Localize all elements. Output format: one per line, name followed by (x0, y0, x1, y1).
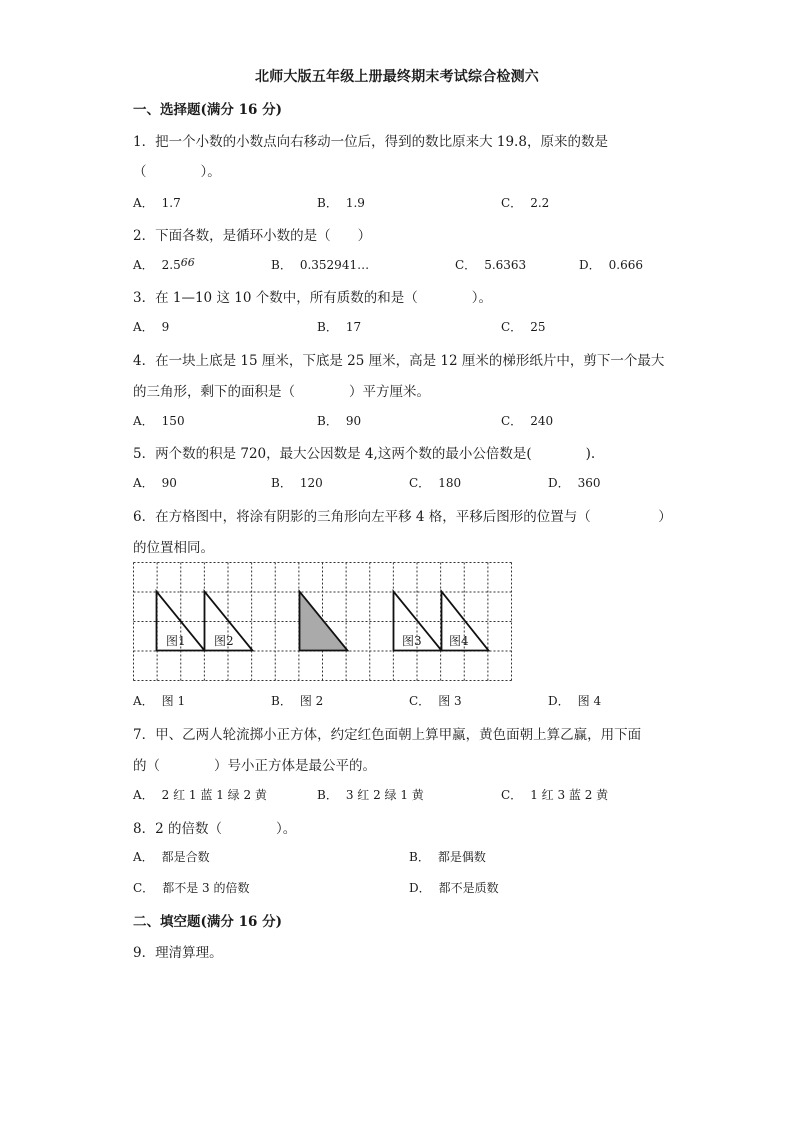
question-4-option-c: C． 240 (501, 414, 554, 428)
question-8-option-a: A． 都是合数 (133, 850, 210, 864)
triangle-shaded (300, 592, 348, 651)
question-8-text: 8．2 的倍数（ ）。 (133, 821, 297, 837)
question-5-option-d: D． 360 (548, 476, 601, 490)
question-8-option-d: D． 都不是质数 (409, 881, 499, 895)
section-heading-fill: 二、填空题(满分 16 分) (133, 914, 282, 930)
figure-label-1: 图1 (166, 634, 186, 648)
question-1-option-b: B． 1.9 (317, 196, 365, 210)
question-7-option-c: C． 1 红 3 蓝 2 黄 (501, 788, 609, 802)
question-3-option-a: A． 9 (133, 320, 170, 334)
question-7-text-2: 的（ ）号小正方体是最公平的。 (133, 758, 376, 774)
question-8-option-c: C． 都不是 3 的倍数 (133, 881, 250, 895)
question-2-option-d: D． 0.666 (579, 258, 643, 272)
figure-label-2: 图2 (214, 634, 234, 648)
question-2-option-c: C． 5.6363 (455, 258, 527, 272)
question-7-option-b: B． 3 红 2 绿 1 黄 (317, 788, 424, 802)
question-6-option-c: C． 图 3 (409, 694, 462, 708)
question-1-text: 1．把一个小数的小数点向右移动一位后，得到的数比原来大 19.8，原来的数是 (133, 134, 608, 150)
question-6-option-b: B． 图 2 (271, 694, 324, 708)
question-9-text: 9．理清算理。 (133, 945, 223, 961)
question-8-option-b: B． 都是偶数 (409, 850, 486, 864)
grid-figure-svg (132, 561, 514, 683)
page-title: 北师大版五年级上册最终期末考试综合检测六 (255, 69, 539, 85)
figure-label-4: 图4 (449, 634, 469, 648)
question-4-text-2: 的三角形，剩下的面积是（ ）平方厘米。 (133, 384, 430, 400)
section-heading-choice: 一、选择题(满分 16 分) (133, 102, 282, 118)
question-5-text: 5．两个数的积是 720，最大公因数是 4,这两个数的最小公倍数是( ). (133, 446, 596, 462)
question-3-option-c: C． 25 (501, 320, 546, 334)
question-1-option-c: C． 2.2 (501, 196, 550, 210)
question-7-option-a: A． 2 红 1 蓝 1 绿 2 黄 (133, 788, 267, 802)
question-6-text: 6．在方格图中，将涂有阴影的三角形向左平移 4 格，平移后图形的位置与（ ） (133, 509, 672, 525)
question-3-text: 3．在 1—10 这 10 个数中，所有质数的和是（ ）。 (133, 290, 492, 306)
grid-figure (132, 561, 514, 687)
repeating-digits: 66 (180, 256, 195, 269)
question-2-text: 2．下面各数，是循环小数的是（ ） (133, 228, 372, 244)
figure-label-3: 图3 (402, 634, 422, 648)
question-7-text: 7．甲、乙两人轮流掷小正方体，约定红色面朝上算甲赢，黄色面朝上算乙赢，用下面 (133, 727, 642, 743)
question-2-option-b: B． 0.352941… (271, 258, 370, 272)
question-4-text: 4．在一块上底是 15 厘米，下底是 25 厘米，高是 12 厘米的梯形纸片中，剪下一个最大 (133, 353, 665, 369)
question-6-option-a: A． 图 1 (133, 694, 186, 708)
question-5-option-c: C． 180 (409, 476, 462, 490)
question-2-option-a: A． 2.566 (133, 256, 195, 272)
question-5-option-b: B． 120 (271, 476, 323, 490)
question-3-option-b: B． 17 (317, 320, 362, 334)
question-5-option-a: A． 90 (133, 476, 177, 490)
question-4-option-a: A． 150 (133, 414, 185, 428)
question-6-text-2: 的位置相同。 (133, 540, 214, 556)
question-1-text-2: （ ）。 (133, 164, 221, 180)
question-4-option-b: B． 90 (317, 414, 362, 428)
question-1-option-a: A． 1.7 (133, 196, 181, 210)
question-6-option-d: D． 图 4 (548, 694, 602, 708)
